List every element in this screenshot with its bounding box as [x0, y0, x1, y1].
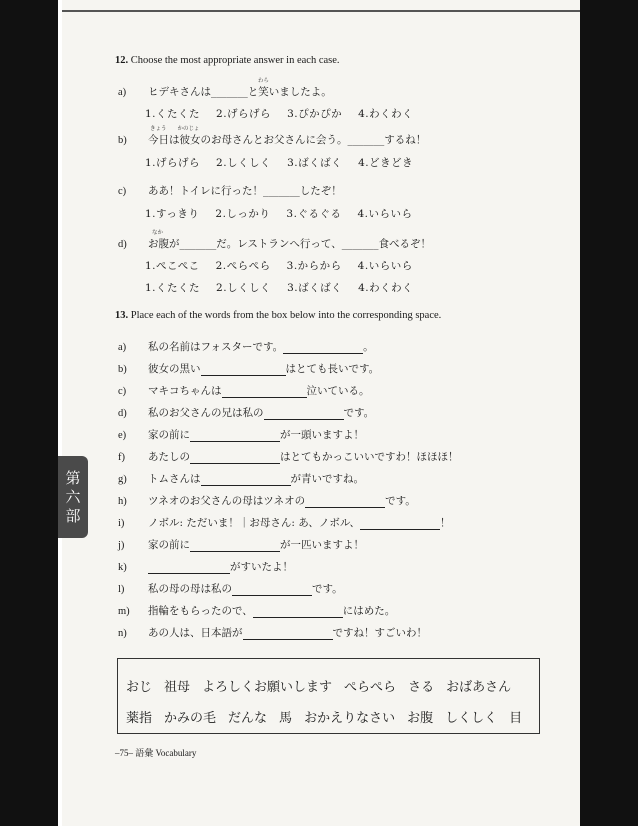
top-rule	[62, 10, 580, 12]
option[interactable]: 3.ばくばく	[287, 282, 343, 294]
answer-blank[interactable]	[148, 562, 230, 574]
q12-c: c) ああ！トイレに行った！_______したぞ！	[118, 185, 342, 197]
q13-g: g) トムさんは が青いですね。	[118, 473, 364, 485]
scan-edge-left	[0, 0, 58, 826]
q13-j: j) 家の前に が一匹いますよ！	[118, 539, 364, 551]
section-13-number: 13.	[115, 310, 129, 321]
answer-blank[interactable]	[264, 408, 344, 420]
option[interactable]: 3.ぴかぴか	[287, 108, 343, 120]
answer-blank[interactable]	[222, 386, 307, 398]
option[interactable]: 2.ぺらぺら	[215, 260, 271, 272]
q12-a-options	[145, 106, 429, 121]
q13-b: b) 彼女の黒い はとても長いです。	[118, 363, 380, 375]
vocab-word: 馬	[279, 711, 293, 726]
q13-i: i) ノボル: ただいま！｜お母さん: あ、ノボル、 ！	[118, 517, 451, 529]
q13-c: c) マキコちゃんは 泣いている。	[118, 385, 370, 397]
vocab-word: しくしく	[445, 711, 498, 726]
vocab-word: 薬指	[126, 711, 153, 726]
vocab-word: おばあさん	[446, 680, 512, 695]
vocab-row-1	[126, 676, 523, 695]
q12-d: d) お腹が_______だ。レストランへ行って、_______食べるぞ！	[118, 238, 431, 250]
vocab-word: おかえりなさい	[304, 711, 396, 726]
option[interactable]: 4.わくわく	[358, 282, 414, 294]
vocab-word: 目	[509, 711, 523, 726]
scan-edge-right	[580, 0, 638, 826]
chapter-side-tab: 第 六 部	[58, 456, 88, 538]
option[interactable]: 3.ぐるぐる	[286, 208, 342, 220]
vocab-word: だんな	[228, 711, 268, 726]
section-12-instruction: Choose the most appropriate answer in each case.	[130, 55, 340, 66]
section-13-instruction: Place each of the words from the box below into the corresponding space.	[130, 310, 442, 321]
option[interactable]: 4.いらいら	[357, 260, 413, 272]
answer-blank[interactable]	[190, 540, 280, 552]
option[interactable]: 4.わくわく	[358, 108, 414, 120]
answer-blank[interactable]	[305, 496, 385, 508]
vocab-row-2	[126, 707, 534, 726]
q13-e: e) 家の前に が一頭いますよ！	[118, 429, 364, 441]
option[interactable]: 2.げらげら	[216, 108, 272, 120]
answer-blank[interactable]	[232, 584, 312, 596]
answer-blank[interactable]	[201, 364, 286, 376]
answer-blank[interactable]	[283, 342, 363, 354]
ruby-b: きょう かのじょ	[150, 126, 200, 132]
option[interactable]: 4.いらいら	[357, 208, 413, 220]
q12-b-options	[145, 155, 429, 170]
answer-blank[interactable]	[190, 452, 280, 464]
vocab-word: さる	[408, 680, 435, 695]
option[interactable]: 3.ばくばく	[287, 157, 343, 169]
q13-n: n) あの人は、日本語が ですね！すごいわ！	[118, 627, 427, 639]
section-12-heading	[115, 55, 340, 66]
option[interactable]: 1.くたくた	[145, 282, 201, 294]
q13-l: l) 私の母の母は私の です。	[118, 583, 343, 595]
q12-b: b) 今日は彼女のお母さんとお父さんに会う。_______するね！	[118, 134, 427, 146]
option[interactable]: 2.しくしく	[216, 282, 272, 294]
q13-k: k) がすいたよ！	[118, 561, 293, 573]
answer-blank[interactable]	[253, 606, 343, 618]
page-footer: –75– 語彙 Vocabulary	[115, 748, 197, 758]
vocab-word: お腹	[407, 711, 434, 726]
answer-blank[interactable]	[201, 474, 291, 486]
option[interactable]: 2.しくしく	[216, 157, 272, 169]
q12-a: a) ヒデキさんは_______と笑いましたよ。	[118, 86, 332, 98]
q13-m: m) 指輪をもらったので、 にはめた。	[118, 605, 396, 617]
q13-h: h) ツネオのお父さんの母はツネオの です。	[118, 495, 416, 507]
option[interactable]: 1.すっきり	[145, 208, 200, 220]
option[interactable]: 3.からから	[286, 260, 342, 272]
answer-blank[interactable]	[360, 518, 440, 530]
q13-a: a) 私の名前はフォスターです。 。	[118, 341, 374, 353]
vocab-word: 祖母	[164, 680, 191, 695]
answer-blank[interactable]	[190, 430, 280, 442]
answer-blank[interactable]	[243, 628, 333, 640]
vocab-word: ぺらぺら	[344, 680, 397, 695]
option[interactable]: 4.どきどき	[358, 157, 414, 169]
vocabulary-box	[117, 658, 540, 734]
vocab-word: かみの毛	[164, 711, 217, 726]
option[interactable]: 1.くたくた	[145, 108, 201, 120]
q13-f: f) あたしの はとてもかっこいいですわ！ほほほ！	[118, 451, 459, 463]
q12-d-options	[145, 258, 429, 273]
section-13-heading	[115, 310, 441, 321]
option[interactable]: 1.ぺこぺこ	[145, 260, 200, 272]
option[interactable]: 1.げらげら	[145, 157, 201, 169]
q13-d: d) 私のお父さんの兄は私の です。	[118, 407, 375, 419]
ruby-a: わら	[258, 78, 270, 84]
ruby-d: なか	[152, 230, 164, 236]
vocab-word: おじ	[126, 680, 153, 695]
option[interactable]: 2.しっかり	[215, 208, 271, 220]
section-12-number: 12.	[115, 55, 129, 66]
vocab-word: よろしくお願いします	[202, 680, 333, 695]
q12-d-options-2	[145, 280, 429, 295]
q12-c-options	[145, 206, 428, 221]
